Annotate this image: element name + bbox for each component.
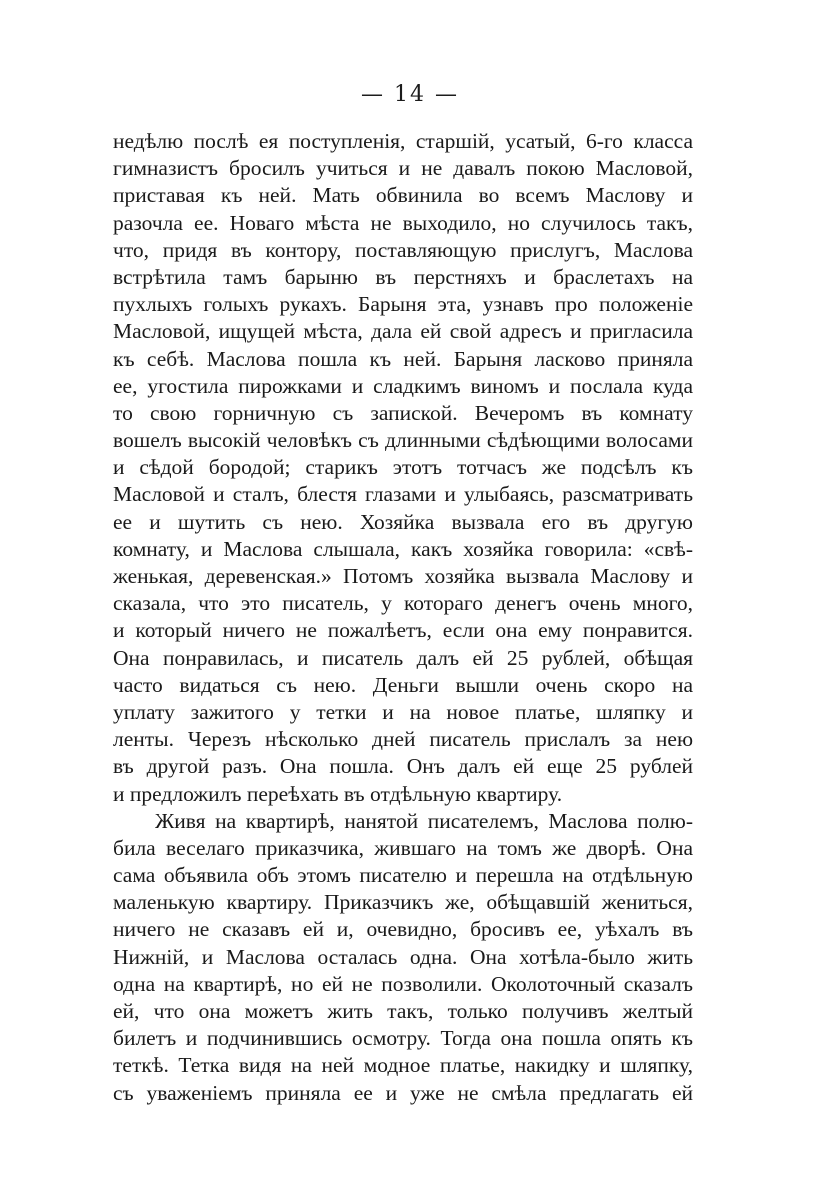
text-line: ничего не сказавъ ей и, очевидно, бросивъ ее, уѣхалъ въ [113, 917, 693, 942]
text-line: Нижній, и Маслова осталась одна. Она хотѣла-было жить [113, 944, 693, 969]
body-text [113, 128, 693, 1107]
text-line: Живя на квартирѣ, нанятой писателемъ, Маслова полю- [155, 808, 693, 833]
text-line: Масловой и сталъ, блестя глазами и улыбаясь, разсматривать [113, 482, 693, 507]
text-line: то свою горничную съ запиской. Вечеромъ въ комнату [113, 400, 693, 425]
text-line: гимназистъ бросилъ учиться и не давалъ покою Масловой, [113, 156, 693, 181]
text-line: къ себѣ. Маслова пошла къ ней. Барыня ласково приняла [113, 346, 693, 371]
text-line: встрѣтила тамъ барыню въ перстняхъ и браслетахъ на [113, 264, 693, 289]
text-line: билетъ и подчинившись осмотру. Тогда она пошла опять къ [113, 1026, 693, 1051]
text-line: ленты. Черезъ нѣсколько дней писатель прислалъ за нею [113, 727, 693, 752]
text-line: комнату, и Маслова слышала, какъ хозяйка говорила: «свѣ- [113, 536, 693, 561]
text-line: теткѣ. Тетка видя на ней модное платье, накидку и шляпку, [113, 1053, 693, 1078]
text-line: и сѣдой бородой; старикъ этотъ тотчасъ же подсѣлъ къ [113, 455, 693, 480]
text-line: разочла ее. Новаго мѣста не выходило, но случилось такъ, [113, 210, 693, 235]
text-line: ей, что она можетъ жить такъ, только получивъ желтый [113, 999, 693, 1023]
text-line: Масловой, ищущей мѣста, дала ей свой адресъ и пригласила [113, 319, 693, 344]
text-line: что, придя въ контору, поставляющую прислугъ, Маслова [113, 237, 693, 262]
text-line: Она понравилась, и писатель далъ ей 25 рублей, обѣщая [113, 645, 693, 670]
text-line: женькая, деревенская.» Потомъ хозяйка вызвала Маслову и [113, 564, 693, 588]
text-line: сама объявила объ этомъ писателю и перешла на отдѣльную [113, 863, 693, 888]
text-line: часто видаться съ нею. Деньги вышли очень скоро на [113, 672, 693, 697]
text-line: ее и шутить съ нею. Хозяйка вызвала его въ другую [113, 509, 693, 534]
text-line: съ уваженіемъ приняла ее и уже не смѣла предлагать ей [113, 1080, 693, 1105]
paragraph-1 [113, 128, 693, 808]
text-line: одна на квартирѣ, но ей не позволили. Околоточный сказалъ [113, 971, 693, 996]
text-line: била веселаго приказчика, жившаго на томъ же дворѣ. Она [113, 835, 693, 860]
text-line: ее, угостила пирожками и сладкимъ виномъ и послала куда [113, 373, 693, 398]
text-line: въ другой разъ. Она пошла. Онъ далъ ей еще 25 рублей [113, 754, 693, 779]
text-line: и предложилъ переѣхать въ отдѣльную квартиру. [113, 781, 563, 806]
text-line: недѣлю послѣ ея поступленія, старшій, усатый, 6-го класса [113, 129, 693, 153]
text-line: и который ничего не пожалѣетъ, если она ему понравится. [113, 618, 693, 643]
text-line: уплату зажитого у тетки и на новое платье, шляпку и [113, 699, 693, 724]
paragraph-2 [113, 808, 693, 1107]
text-line: приставая къ ней. Мать обвинила во всемъ Маслову и [113, 183, 693, 208]
text-line: пухлыхъ голыхъ рукахъ. Барыня эта, узнавъ про положеніе [113, 292, 693, 317]
page-number: — 14 — [361, 82, 459, 107]
text-line: маленькую квартиру. Приказчикъ же, обѣщавшій жениться, [113, 890, 693, 915]
text-line: вошелъ высокій человѣкъ съ длинными сѣдѣющими волосами [113, 428, 693, 453]
text-line: сказала, что это писатель, у котораго денегъ очень много, [113, 591, 693, 616]
